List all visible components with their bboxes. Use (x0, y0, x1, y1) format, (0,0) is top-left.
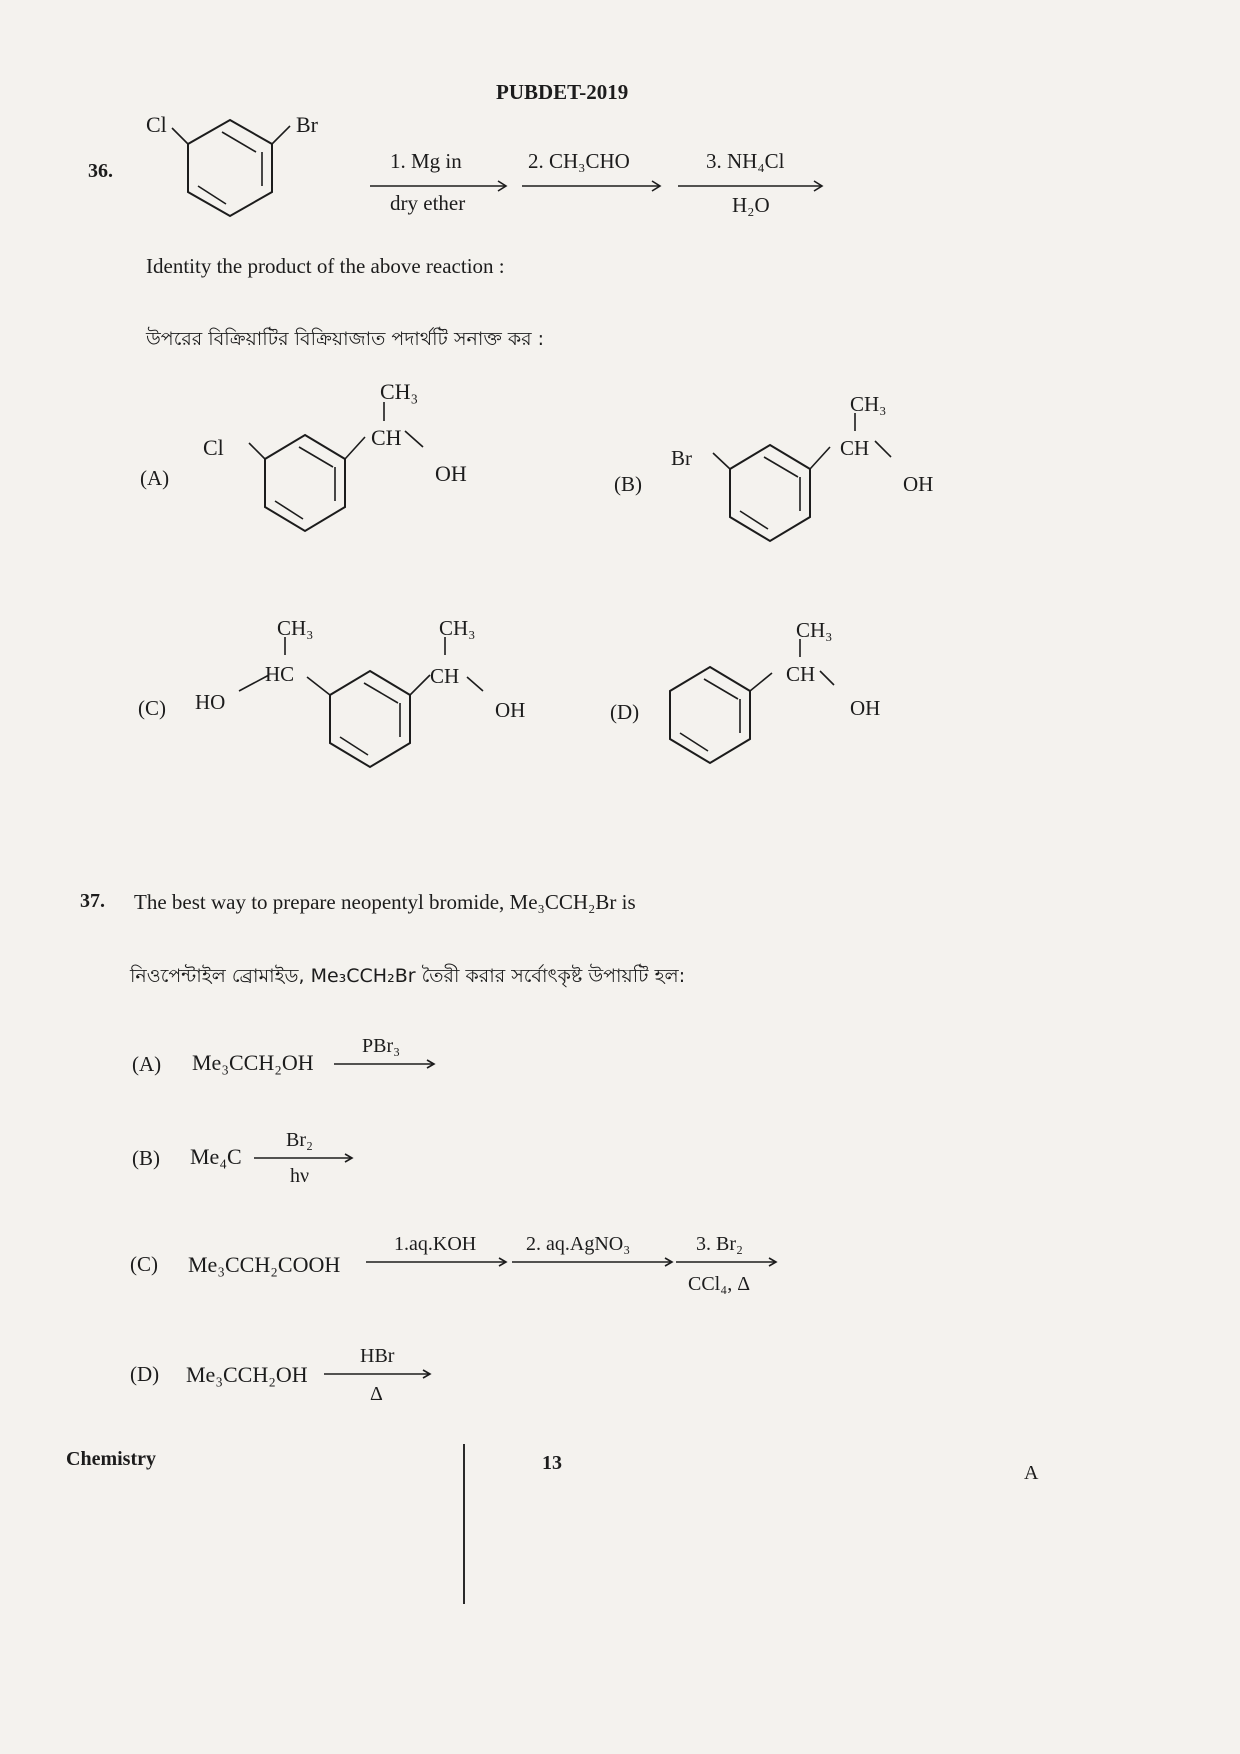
footer-subject: Chemistry (66, 1448, 156, 1470)
q37-option-d-reagent: HBr (360, 1345, 395, 1367)
q36-option-b-oh: OH (903, 472, 934, 496)
q36-option-c-oh: OH (495, 698, 526, 722)
q36-reactant-cl: Cl (146, 112, 167, 137)
q37-option-a-reagent: PBr₃ (362, 1035, 401, 1057)
q37-option-c-step1: 1.aq.KOH (394, 1233, 477, 1255)
question-37-number: 37. (80, 890, 105, 912)
q36-option-a-ch: CH (371, 425, 402, 450)
q37-option-c-arrows (362, 1230, 782, 1310)
q37-option-c-label: (C) (130, 1252, 158, 1276)
q37-option-d-reactant: Me₃CCH₂OH (186, 1362, 308, 1387)
q37-option-a-label: (A) (132, 1052, 162, 1076)
footer-set-code: A (1024, 1462, 1039, 1484)
q36-option-d-ch3: CH₃ (796, 618, 833, 642)
q36-option-c-structure (195, 615, 575, 790)
q36-option-d-oh: OH (850, 696, 881, 720)
q36-option-c-ho: HO (195, 690, 226, 714)
q36-option-c-hc: HC (265, 662, 295, 686)
q36-step1-above: 1. Mg in (390, 149, 462, 173)
q37-option-c-step2: 2. aq.AgNO₃ (526, 1233, 631, 1255)
q37-option-b-condition: hν (290, 1165, 310, 1187)
q36-option-b-ch3: CH₃ (850, 392, 887, 416)
q37-question-bn: নিওপেন্টাইল ব্রোমাইড, Me₃CCH₂Br তৈরী করার সর্বোৎকৃষ্ট উপায়টি হল: (130, 965, 686, 987)
q36-option-a-label: (A) (140, 466, 170, 490)
q36-question-bn: উপরের বিক্রিয়াটির বিক্রিয়াজাত পদার্থটি সনাক্ত কর : (146, 328, 545, 350)
q36-step2-above: 2. CH₃CHO (528, 149, 630, 173)
q37-option-d-condition: Δ (370, 1383, 383, 1405)
q36-reactant-br: Br (296, 112, 318, 137)
q37-option-c-step3: 3. Br₂ (696, 1233, 743, 1255)
footer-divider (463, 1444, 465, 1604)
q36-reaction-arrows (360, 140, 830, 230)
q36-option-c-ch: CH (430, 664, 460, 688)
page-title: PUBDET-2019 (496, 80, 629, 104)
q37-option-b-reagent: Br₂ (286, 1129, 313, 1151)
q36-option-a-cl: Cl (203, 435, 224, 460)
q36-option-d-label: (D) (610, 700, 640, 724)
q36-option-b-ch: CH (840, 436, 870, 460)
q36-step3-above: 3. NH₄Cl (706, 149, 785, 173)
q36-option-b-br: Br (671, 446, 692, 470)
q36-reactant-structure (146, 110, 350, 220)
q36-option-d-ch: CH (786, 662, 816, 686)
q36-option-a-oh: OH (435, 461, 467, 486)
q36-step3-below: H₂O (732, 193, 770, 217)
footer-page-number: 13 (542, 1452, 562, 1474)
q36-option-b-structure (665, 392, 965, 570)
q37-option-a-arrow (330, 1034, 450, 1094)
q36-option-c-ch3-right: CH₃ (439, 616, 476, 640)
q36-option-d-structure (660, 618, 920, 785)
q37-option-d-label: (D) (130, 1362, 160, 1386)
q37-option-b-arrow (252, 1126, 362, 1196)
q36-option-a-ch3: CH₃ (380, 379, 419, 404)
q36-option-b-label: (B) (614, 472, 642, 496)
q37-option-c-reactant: Me₃CCH₂COOH (188, 1252, 341, 1277)
question-36-number: 36. (88, 160, 113, 182)
q36-option-c-ch3-left: CH₃ (277, 616, 314, 640)
q36-step1-below: dry ether (390, 191, 466, 215)
q36-question-en: Identity the product of the above reaction : (146, 254, 505, 278)
q37-option-b-label: (B) (132, 1146, 160, 1170)
q37-option-d-arrow (320, 1342, 440, 1412)
q37-option-a-reactant: Me₃CCH₂OH (192, 1050, 314, 1075)
q37-option-b-reactant: Me₄C (190, 1144, 242, 1169)
q37-question-en: The best way to prepare neopentyl bromide, Me₃CCH₂Br is (134, 890, 636, 914)
q37-option-c-step3-condition: CCl₄, Δ (688, 1273, 751, 1295)
q36-option-c-label: (C) (138, 696, 166, 720)
q36-option-a-structure (195, 379, 495, 560)
